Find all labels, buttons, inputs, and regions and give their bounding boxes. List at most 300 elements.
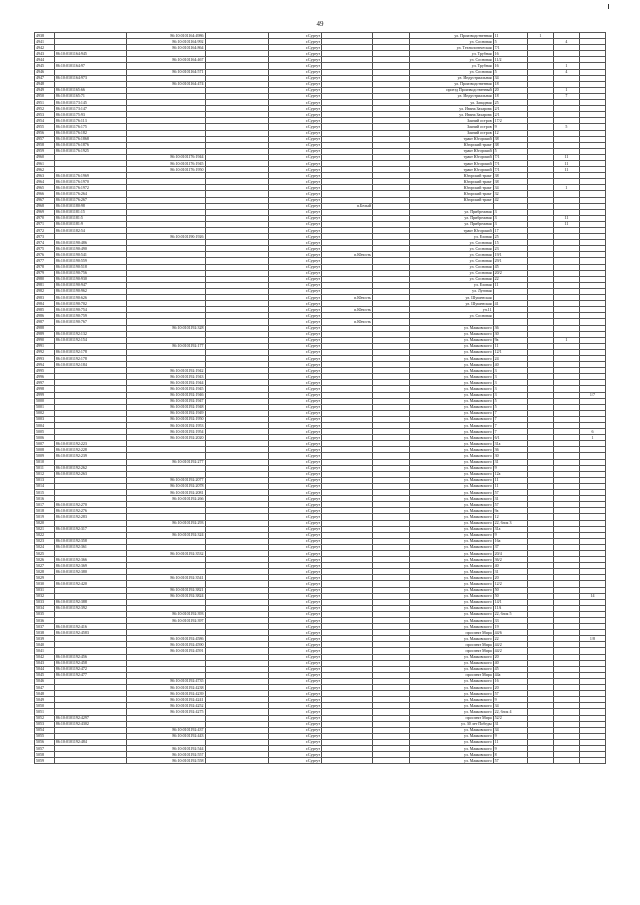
record-number-cell: 4944 (35, 57, 55, 63)
city-cell: г.Сургут (268, 167, 321, 173)
street-cell: ул. Сосновая (410, 240, 493, 246)
house-number-cell: 2/1 (493, 112, 527, 118)
record-number-cell: 5054 (35, 727, 55, 733)
cadastral-number-cell: 86:10:0101190:626 (54, 295, 126, 301)
house-number-cell: 32 (493, 191, 527, 197)
house-number-cell: 40 (493, 362, 527, 368)
cadastral-number-cell: 86:10:0101165:66 (54, 87, 126, 93)
cadastral-number-cell: 86:10:0101190:490 (54, 246, 126, 252)
city-cell: г.Сургут (268, 587, 321, 593)
street-cell: ул. Маяковского (410, 471, 493, 477)
building-cadastral-number-cell: 86:10:0101192:177 (126, 343, 205, 349)
cadastral-number-cell: 86:10:0101192:154 (54, 337, 126, 343)
building-cadastral-number-cell: 86:10:0101190:1926 (126, 234, 205, 240)
city-cell: г.Сургут (268, 307, 321, 313)
city-cell: г.Сургут (268, 611, 321, 617)
street-cell: ул. Технологическая (410, 45, 493, 51)
cadastral-number-cell: 86:10:0101173:147 (54, 106, 126, 112)
city-cell: г.Сургут (268, 538, 321, 544)
record-number-cell: 4997 (35, 380, 55, 386)
city-cell: г.Сургут (268, 630, 321, 636)
street-cell: ул. Прибрежная (410, 215, 493, 221)
building-cadastral-number-cell: 86:10:0101192:1948 (126, 404, 205, 410)
city-cell: г.Сургут (268, 75, 321, 81)
city-cell: г.Сургут (268, 526, 321, 532)
cadastral-number-cell: 86:10:0101190:930 (54, 276, 126, 282)
house-number-cell: 31а (493, 441, 527, 447)
city-cell: г.Сургут (268, 270, 321, 276)
record-number-cell: 4990 (35, 337, 55, 343)
house-number-cell: 18 (493, 81, 527, 87)
structure-cell: 11 (553, 154, 579, 160)
street-cell: тракт Югорский (410, 154, 493, 160)
building-cadastral-number-cell: 86:10:0101192:1944 (126, 380, 205, 386)
house-number-cell: 8 (493, 752, 527, 758)
city-cell: г.Сургут (268, 660, 321, 666)
cadastral-number-cell: 86:10:0101192:456 (54, 654, 126, 660)
house-number-cell: 3 (493, 380, 527, 386)
city-cell: г.Сургут (268, 343, 321, 349)
cadastral-number-cell: 86:10:0101192:239 (54, 453, 126, 459)
city-cell: г.Сургут (268, 544, 321, 550)
street-cell: ул. Маяковского (410, 416, 493, 422)
record-number-cell: 5036 (35, 618, 55, 624)
city-cell: г.Сургут (268, 435, 321, 441)
record-number-cell: 5025 (35, 550, 55, 556)
city-cell: г.Сургут (268, 490, 321, 496)
street-cell: ул. Еловая (410, 282, 493, 288)
house-number-cell: 17/2 (493, 118, 527, 124)
house-number-cell: 3 (493, 392, 527, 398)
building-cadastral-number-cell: 86:10:0101192:4275 (126, 709, 205, 715)
house-number-cell: 57 (493, 490, 527, 496)
house-number-cell: 40 (493, 660, 527, 666)
record-number-cell: 4987 (35, 319, 55, 325)
record-number-cell: 4949 (35, 87, 55, 93)
cadastral-number-cell: 86:10:0101192:283 (54, 514, 126, 520)
record-number-cell: 5023 (35, 538, 55, 544)
street-cell: ул. 30 лет Победы (410, 721, 493, 727)
street-cell: тракт Югорский (410, 148, 493, 154)
building-cadastral-number-cell: 86:10:0101192:266 (126, 496, 205, 502)
record-number-cell: 5029 (35, 575, 55, 581)
street-cell: тракт Югорский (410, 160, 493, 166)
street-cell: ул. Луговая (410, 288, 493, 294)
house-number-cell: 34 (493, 75, 527, 81)
cadastral-number-cell: 86:10:0101164:97 (54, 63, 126, 69)
building-cell: 1 (527, 33, 553, 39)
house-number-cell: 7/1 (493, 160, 527, 166)
street-cell: уч.11 (410, 307, 493, 313)
city-cell: г.Сургут (268, 288, 321, 294)
city-cell: г.Сургут (268, 228, 321, 234)
building-cadastral-number-cell: 86:10:0101192:324 (126, 532, 205, 538)
record-number-cell: 4994 (35, 362, 55, 368)
street-cell: ул. Сосновая (410, 313, 493, 319)
house-number-cell: 16 (493, 678, 527, 684)
city-cell: г.Сургут (268, 404, 321, 410)
building-cadastral-number-cell: 86:10:0101192:4241 (126, 697, 205, 703)
building-cadastral-number-cell: 86:10:0101192:397 (126, 618, 205, 624)
city-cell: г.Сургут (268, 209, 321, 215)
cadastral-number-cell: 86:10:0101190:559 (54, 258, 126, 264)
building-cadastral-number-cell: 86:10:0101192:437 (126, 727, 205, 733)
city-cell: г.Сургут (268, 532, 321, 538)
building-cadastral-number-cell: 86:10:0101192:2020 (126, 435, 205, 441)
street-cell: ул. Маяковского (410, 557, 493, 563)
city-cell: г.Сургут (268, 642, 321, 648)
city-cell: г.Сургут (268, 252, 321, 258)
city-cell: г.Сургут (268, 398, 321, 404)
structure-cell (553, 758, 579, 764)
city-cell: г.Сургут (268, 136, 321, 142)
record-number-cell: 5026 (35, 557, 55, 563)
record-number-cell: 4988 (35, 325, 55, 331)
house-number-cell: 12а (493, 471, 527, 477)
city-cell: г.Сургут (268, 81, 321, 87)
record-number-cell: 5052 (35, 715, 55, 721)
street-cell: ул. Ивана Захарова (410, 112, 493, 118)
record-number-cell: 5050 (35, 703, 55, 709)
city-cell: г.Сургут (268, 331, 321, 337)
city-cell: г.Сургут (268, 258, 321, 264)
record-number-cell: 5024 (35, 544, 55, 550)
city-cell: г.Сургут (268, 733, 321, 739)
street-cell: ул. Маяковского (410, 605, 493, 611)
city-cell: г.Сургут (268, 282, 321, 288)
house-number-cell: 16 (493, 63, 527, 69)
cadastral-number-cell: 86:10:0101176:1876 (54, 142, 126, 148)
street-cell: ул. Маяковского (410, 410, 493, 416)
record-number-cell: 4962 (35, 167, 55, 173)
cadastral-number-cell: 86:10:0101190:486 (54, 240, 126, 246)
city-cell: г.Сургут (268, 441, 321, 447)
building-cadastral-number-cell: 86:10:0101164:864 (126, 45, 205, 51)
city-cell: г.Сургут (268, 100, 321, 106)
record-number-cell: 4979 (35, 270, 55, 276)
street-cell: ул. Маяковского (410, 599, 493, 605)
cadastral-number-cell: 86:10:0101190:767 (54, 319, 126, 325)
record-number-cell: 5018 (35, 508, 55, 514)
house-number-cell: 41 (493, 301, 527, 307)
building-cadastral-number-cell: 86:10:0101192:277 (126, 459, 205, 465)
record-number-cell: 5057 (35, 745, 55, 751)
building-cadastral-number-cell: 86:10:0101192:4735 (126, 678, 205, 684)
house-number-cell: 15 (493, 240, 527, 246)
street-cell: ул. Западная (410, 100, 493, 106)
building-cadastral-number-cell: 86:10:0101192:544 (126, 745, 205, 751)
scan-edge-mark (608, 4, 609, 9)
city-cell: г.Сургут (268, 483, 321, 489)
building-cadastral-number-cell: 86:10:0101192:2081 (126, 490, 205, 496)
record-number-cell: 4999 (35, 392, 55, 398)
record-number-cell: 5034 (35, 605, 55, 611)
city-cell: г.Сургут (268, 557, 321, 563)
building-cadastral-number-cell: 86:10:0101176:1950 (126, 167, 205, 173)
house-number-cell: 7 (493, 410, 527, 416)
record-number-cell: 5058 (35, 752, 55, 758)
street-cell: ул. Маяковского (410, 526, 493, 532)
city-cell: г.Сургут (268, 471, 321, 477)
building-cadastral-number-cell: 86:10:0101164:4986 (126, 33, 205, 39)
record-number-cell: 5003 (35, 416, 55, 422)
house-number-cell: 9 (493, 532, 527, 538)
cadastral-number-cell: 86:10:0101173:145 (54, 100, 126, 106)
record-number-cell: 5056 (35, 739, 55, 745)
record-number-cell: 5043 (35, 660, 55, 666)
record-number-cell: 4975 (35, 246, 55, 252)
city-cell: г.Сургут (268, 203, 321, 209)
street-cell: ул. Маяковского (410, 697, 493, 703)
record-number-cell: 5053 (35, 721, 55, 727)
house-number-cell: 3 (493, 209, 527, 215)
house-number-cell: 20 (493, 654, 527, 660)
house-number-cell: 22, блок 3 (493, 520, 527, 526)
locality-cell: п.Белый (322, 203, 373, 209)
house-number-cell: 44а (493, 672, 527, 678)
street-cell: ул. Маяковского (410, 483, 493, 489)
building-cadastral-number-cell: 86:10:0101192:4238 (126, 685, 205, 691)
street-cell: ул. Маяковского (410, 453, 493, 459)
street-cell: ул. Маяковского (410, 374, 493, 380)
street-cell: ул. Маяковского (410, 581, 493, 587)
house-number-cell: 11 (493, 477, 527, 483)
city-cell: г.Сургут (268, 599, 321, 605)
house-number-cell: 11 (493, 282, 527, 288)
record-number-cell: 4981 (35, 282, 55, 288)
street-cell: ул. Маяковского (410, 733, 493, 739)
building-cadastral-number-cell: 86:10:0101192:328 (126, 325, 205, 331)
cadastral-number-cell: 86:10:0101192:472 (54, 666, 126, 672)
street-cell: ул. Сосновая (410, 252, 493, 258)
record-number-cell: 5001 (35, 404, 55, 410)
record-number-cell: 5014 (35, 483, 55, 489)
record-number-cell: 4996 (35, 374, 55, 380)
street-cell: ул. Маяковского (410, 337, 493, 343)
street-cell: ул. Маяковского (410, 532, 493, 538)
city-cell: г.Сургут (268, 148, 321, 154)
cadastral-number-cell: 86:10:0101192:228 (54, 447, 126, 453)
record-number-cell: 5022 (35, 532, 55, 538)
city-cell: г.Сургут (268, 362, 321, 368)
building-cadastral-number-cell: 86:10:0101192:2078 (126, 483, 205, 489)
city-cell: г.Сургут (268, 106, 321, 112)
street-cell: ул. Маяковского (410, 544, 493, 550)
house-number-cell: 40 (493, 563, 527, 569)
city-cell: г.Сургут (268, 727, 321, 733)
street-cell: тракт Югорский (410, 136, 493, 142)
record-number-cell: 5011 (35, 465, 55, 471)
city-cell: г.Сургут (268, 301, 321, 307)
cadastral-number-cell: 86:10:0101176:1970 (54, 179, 126, 185)
cadastral-number-cell: 86:10:0101190:541 (54, 252, 126, 258)
locality-cell: п.Юность (322, 319, 373, 325)
house-number-cell: 9а (493, 337, 527, 343)
city-cell: г.Сургут (268, 240, 321, 246)
cadastral-number-cell: 86:10:0101176:1972 (54, 185, 126, 191)
house-number-cell: 11 (493, 343, 527, 349)
city-cell: г.Сургут (268, 276, 321, 282)
structure-cell: 11 (553, 221, 579, 227)
city-cell: г.Сургут (268, 496, 321, 502)
house-number-cell: 37 (493, 544, 527, 550)
city-cell: г.Сургут (268, 93, 321, 99)
street-cell: ул. Маяковского (410, 739, 493, 745)
record-number-cell: 4982 (35, 288, 55, 294)
city-cell: г.Сургут (268, 636, 321, 642)
record-number-cell: 4948 (35, 81, 55, 87)
house-number-cell: 7/1 (493, 154, 527, 160)
cadastral-number-cell: 86:10:0101190:702 (54, 301, 126, 307)
house-number-cell: 33 (493, 618, 527, 624)
city-cell: г.Сургут (268, 154, 321, 160)
record-number-cell: 4965 (35, 185, 55, 191)
city-cell: г.Сургут (268, 368, 321, 374)
street-cell: ул. Маяковского (410, 362, 493, 368)
record-number-cell: 5049 (35, 697, 55, 703)
record-number-cell: 5030 (35, 581, 55, 587)
city-cell: г.Сургут (268, 465, 321, 471)
street-cell: ул. Маяковского (410, 435, 493, 441)
house-number-cell: 44/6 (493, 630, 527, 636)
house-number-cell: 31 (493, 496, 527, 502)
house-number-cell: 11 (493, 483, 527, 489)
locality-cell: п.Юность (322, 307, 373, 313)
house-number-cell: 36 (493, 325, 527, 331)
cadastral-number-cell (54, 758, 126, 764)
record-number-cell: 4946 (35, 69, 55, 75)
house-number-cell: 34 (493, 703, 527, 709)
street-cell: ул. Маяковского (410, 490, 493, 496)
city-cell: г.Сургут (268, 374, 321, 380)
locality-cell (322, 758, 373, 764)
building-cadastral-number-cell: 86:10:0101192:558 (126, 758, 205, 764)
street-cell: ул. Индустриальная (410, 75, 493, 81)
cadastral-number-cell: 86:10:0101176:1969 (54, 173, 126, 179)
street-cell: ул. Производственная (410, 33, 493, 39)
street-cell: ул. Маяковского (410, 423, 493, 429)
record-number-cell: 5012 (35, 471, 55, 477)
street-cell: ул. Маяковского (410, 325, 493, 331)
cadastral-number-cell: 86:10:0101176:1868 (54, 136, 126, 142)
city-cell: г.Сургут (268, 508, 321, 514)
record-number-cell: 5017 (35, 502, 55, 508)
record-number-cell: 4977 (35, 258, 55, 264)
street-cell: Югорский тракт (410, 185, 493, 191)
street-cell: ул. Маяковского (410, 703, 493, 709)
city-cell: г.Сургут (268, 593, 321, 599)
record-number-cell: 5021 (35, 526, 55, 532)
city-cell: г.Сургут (268, 185, 321, 191)
record-number-cell: 5042 (35, 654, 55, 660)
record-number-cell: 4960 (35, 154, 55, 160)
city-cell: г.Сургут (268, 709, 321, 715)
building-cadastral-number-cell: 86:10:0101192:1945 (126, 386, 205, 392)
street-cell: ул. Маяковского (410, 745, 493, 751)
structure-cell: 11 (553, 215, 579, 221)
cadastral-number-cell: 86:10:0101192:388 (54, 599, 126, 605)
street-cell: ул. Маяковского (410, 477, 493, 483)
building-cadastral-number-cell: 86:10:0101192:293 (126, 520, 205, 526)
street-cell: ул. Маяковского (410, 569, 493, 575)
record-number-cell: 4966 (35, 191, 55, 197)
house-number-cell: 45 (493, 264, 527, 270)
street-cell: Югорский тракт (410, 179, 493, 185)
street-cell: ул. Маяковского (410, 666, 493, 672)
building-cadastral-number-cell: 86:10:0101192:1949 (126, 410, 205, 416)
cadastral-number-cell: 86:10:0101192:276 (54, 508, 126, 514)
city-cell: г.Сургут (268, 618, 321, 624)
cadastral-number-cell: 86:10:0101181:9 (54, 221, 126, 227)
cadastral-number-cell: 86:10:0101192:358 (54, 538, 126, 544)
city-cell: г.Сургут (268, 739, 321, 745)
building-cadastral-number-cell: 86:10:0101176:1944 (126, 154, 205, 160)
record-number-cell: 5046 (35, 678, 55, 684)
apartment-cell: 1/8 (579, 636, 605, 642)
house-number-cell: 9 (493, 733, 527, 739)
city-cell: г.Сургут (268, 423, 321, 429)
street-cell: ул. Маяковского (410, 514, 493, 520)
record-number-cell: 4942 (35, 45, 55, 51)
city-cell: г.Сургут (268, 685, 321, 691)
building-cadastral-number-cell: 86:10:0101192:443 (126, 733, 205, 739)
city-cell: г.Сургут (268, 264, 321, 270)
record-number-cell: 5006 (35, 435, 55, 441)
record-number-cell: 4995 (35, 368, 55, 374)
house-number-cell: 22, блок 4 (493, 709, 527, 715)
record-number-cell: 5059 (35, 758, 55, 764)
house-number-cell: 2/1 (493, 106, 527, 112)
structure-cell: 11 (553, 167, 579, 173)
house-number-cell: 50 (493, 587, 527, 593)
street-cell: проспект Мира (410, 715, 493, 721)
city-cell: г.Сургут (268, 160, 321, 166)
record-number-cell: 5032 (35, 593, 55, 599)
house-number-cell: 34 (493, 727, 527, 733)
street-cell: ул. Маяковского (410, 575, 493, 581)
building-cadastral-number-cell: 86:10:0101192:3541 (126, 575, 205, 581)
record-number-cell: 5002 (35, 410, 55, 416)
city-cell: г.Сургут (268, 752, 321, 758)
street-cell: ул. Маяковского (410, 349, 493, 355)
street-cell: ул. Маяковского (410, 593, 493, 599)
city-cell: г.Сургут (268, 63, 321, 69)
street-cell: ул. Маяковского (410, 752, 493, 758)
city-cell: г.Сургут (268, 429, 321, 435)
street-cell: ул. Маяковского (410, 678, 493, 684)
cadastral-number-cell: 86:10:0101190:756 (54, 270, 126, 276)
house-number-cell: 19/1 (493, 252, 527, 258)
record-number-cell: 4980 (35, 276, 55, 282)
record-number-cell: 4985 (35, 307, 55, 313)
apartment-cell: 14 (579, 593, 605, 599)
building-cadastral-number-cell: 86:10:0101192:1953 (126, 423, 205, 429)
street-cell: Югорский тракт (410, 142, 493, 148)
city-cell: г.Сургут (268, 624, 321, 630)
record-number-cell: 4941 (35, 39, 55, 45)
house-number-cell: 52/2 (493, 715, 527, 721)
house-number-cell: 6/1 (493, 435, 527, 441)
record-number-cell: 4991 (35, 343, 55, 349)
structure-cell: 1 (553, 337, 579, 343)
record-number-cell: 4953 (35, 112, 55, 118)
city-cell: г.Сургут (268, 550, 321, 556)
street-cell: проспект Мира (410, 648, 493, 654)
city-cell: г.Сургут (268, 142, 321, 148)
house-number-cell: 12 (493, 514, 527, 520)
city-cell: г.Сургут (268, 112, 321, 118)
street-cell: ул. Маяковского (410, 709, 493, 715)
